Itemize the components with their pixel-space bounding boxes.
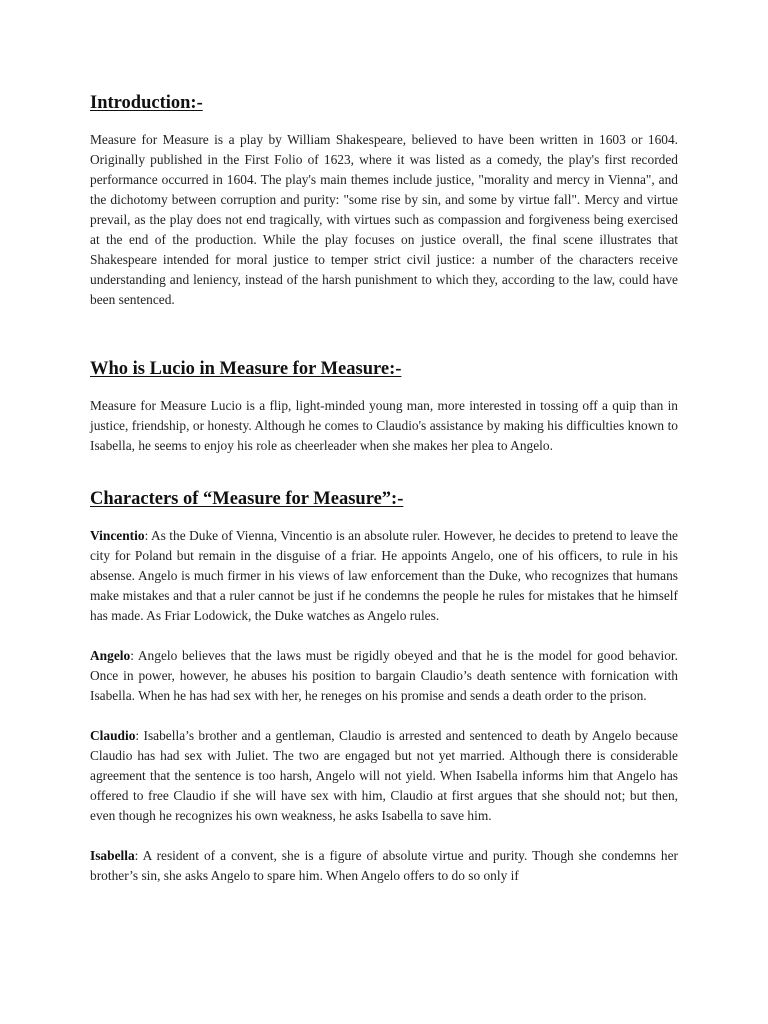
characters-heading: Characters of “Measure for Measure”:- <box>90 489 404 509</box>
character-description: : A resident of a convent, she is a figure of absolute virtue and purity. Though she condemns her brother’s sin, she asks Angelo to spare him. When Angelo offers to do so only if <box>90 848 678 883</box>
lucio-heading: Who is Lucio in Measure for Measure:- <box>90 359 402 379</box>
lucio-paragraph: Measure for Measure Lucio is a flip, light-minded young man, more interested in tossing off a quip than in justice, friendship, or honesty. Although he comes to Claudio's assistance by making his difficulties known to Isabella, he seems to enjoy his role as cheerleader when she makes her plea to Angelo. <box>90 398 678 453</box>
characters-section <box>90 486 678 886</box>
character-paragraph-angelo <box>90 646 678 706</box>
introduction-paragraph: Measure for Measure is a play by William Shakespeare, believed to have been written in 1603 or 1604. Originally published in the First Folio of 1623, where it was listed as a comedy, the play's first recorded performance occurred in 1604. The play's main themes include justice, "morality and mercy in Vienna", and the dichotomy between corruption and purity: "some rise by sin, and some by virtue fall". Mercy and virtue prevail, as the play does not end tragically, with virtues such as compassion and forgiveness being exercised at the end of the production. While the play focuses on justice overall, the final scene illustrates that Shakespeare intended for moral justice to temper strict civil justice: a number of the characters receive understanding and leniency, instead of the harsh punishment to which they, according to the law, could have been sentenced. <box>90 132 678 307</box>
character-description: : Angelo believes that the laws must be rigidly obeyed and that he is the model for good behavior. Once in power, however, he abuses his position to bargain Claudio’s death sentence with fornication with Isabella. When he has had sex with her, he reneges on his promise and sends a death order to the prison. <box>90 648 678 703</box>
character-name: Isabella <box>90 848 135 863</box>
introduction-section <box>90 90 678 310</box>
document-content <box>90 90 678 906</box>
character-name: Claudio <box>90 728 136 743</box>
character-paragraph-isabella <box>90 846 678 886</box>
character-description: : Isabella’s brother and a gentleman, Claudio is arrested and sentenced to death by Angelo because Claudio has had sex with Juliet. The two are engaged but not yet married. Although there is considerable agreement that the sentence is too harsh, Angelo will not yield. When Isabella informs him that Angelo has offered to free Claudio if she will have sex with him, Claudio at first argues that she should not; but then, even though he recognizes his own weakness, he asks Isabella to save him. <box>90 728 678 823</box>
character-name: Vincentio <box>90 528 145 543</box>
character-name: Angelo <box>90 648 131 663</box>
character-description: : As the Duke of Vienna, Vincentio is an absolute ruler. However, he decides to pretend to leave the city for Poland but remain in the disguise of a friar. He appoints Angelo, one of his officers, to rule in his absense. Angelo is much firmer in his views of law enforcement than the Duke, who recognizes that humans make mistakes and that a ruler cannot be just if he condemns the people he rules for mistakes that he himself has made. As Friar Lodowick, the Duke watches as Angelo rules. <box>90 528 678 623</box>
introduction-heading: Introduction:- <box>90 93 203 113</box>
character-paragraph-vincentio <box>90 526 678 626</box>
lucio-section <box>90 356 678 456</box>
character-paragraph-claudio <box>90 726 678 826</box>
